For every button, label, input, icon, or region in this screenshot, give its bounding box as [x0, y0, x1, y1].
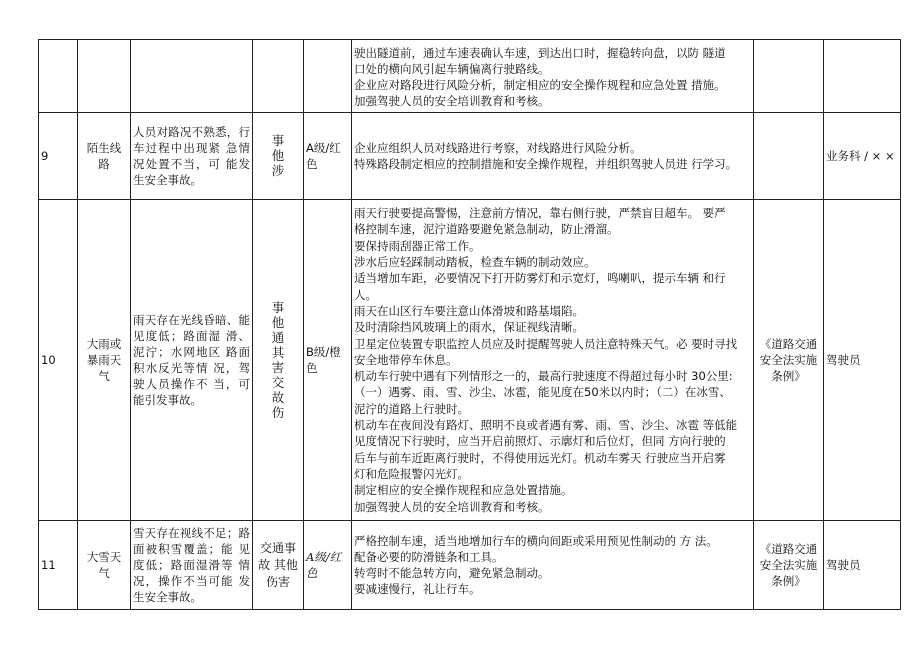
cell-resp: 驾驶员 [824, 521, 901, 610]
measure-line: 雨天行驶要提高警惕，注意前方情况，靠右侧行驶，严禁盲目超车。 要严 [354, 206, 726, 221]
accident-type: 交通事 故 其他 伤害 [258, 540, 298, 589]
cell-law: 《道路交通安全法实施条例》 [754, 200, 824, 521]
cell-accident [253, 521, 304, 610]
cell-measures [352, 40, 754, 113]
cell-accident [253, 40, 304, 113]
cell-desc: 雪天存在视线不足；路面被积雪覆盖；能 见度低；路面湿滑等 情况，操作不当可能 发生安全事故。 [131, 521, 253, 610]
measure-line: 机动车行驶中遇有下列情形之一的，最高行驶速度不得超过每小时 30公里: [354, 369, 733, 384]
cell-level: A级/红色 [304, 521, 352, 610]
measure-line: 灯和危险报警闪光灯。 [354, 466, 469, 481]
measure-line: 严格控制车速，适当地增加行车的横向间距或采用预见性制动的 方 法。 [354, 534, 718, 548]
measure-line: 见度情况下行驶时，应当开启前照灯、示廓灯和后位灯，但同 方向行驶的 [354, 434, 726, 449]
measure-line: 要保持雨刮器正常工作。 [354, 238, 481, 253]
cell-resp: 业务科 / × × [824, 113, 901, 200]
measure-line: 加强驾驶人员的安全培训教育和考核。 [354, 499, 550, 514]
measure-line: 企业应对路段进行风险分析，制定相应的安全操作规程和应急处置 措施。 [354, 78, 726, 92]
measure-line: 雨天在山区行车要注意山体滑坡和路基塌陷。 [354, 303, 584, 318]
table-row-11 [39, 521, 901, 610]
table-row-continued [39, 40, 901, 113]
accident-type: 事他通其害交故伤 [271, 299, 285, 420]
cell-accident [253, 113, 304, 200]
cell-desc [131, 40, 253, 113]
measure-line: 机动车在夜间没有路灯、照明不良或者遇有雾、雨、雪、沙尘、冰雹 等低能 [354, 418, 738, 433]
measure-line: 人。 [354, 287, 377, 302]
table-row-9 [39, 113, 901, 200]
cell-name: 陌生线 路 [78, 113, 131, 200]
measure-line: 特殊路段制定相应的控制措施和安全操作规程，并组织驾驶人员进 行学习。 [354, 157, 738, 171]
cell-law [754, 40, 824, 113]
cell-measures [352, 200, 754, 521]
cell-no [39, 40, 78, 113]
measure-line: 格控制车速，泥泞道路要避免紧急制动，防止滑溜。 [354, 222, 619, 237]
cell-no: 11 [39, 521, 78, 610]
measure-line: 卫星定位装置专职监控人员应及时提醒驾驶人员注意特殊天气。必 要时寻找 [354, 336, 738, 351]
table-row-10 [39, 200, 901, 521]
cell-measures [352, 521, 754, 610]
cell-resp: 驾驶员 [824, 200, 901, 521]
cell-level [304, 40, 352, 113]
cell-level: B级/橙色 [304, 200, 352, 521]
measure-line: 泥泞的道路上行驶时。 [354, 401, 469, 416]
measure-line: （一）遇雾、雨、雪、沙尘、冰雹，能见度在50米以内时；（二）在冰雪、 [354, 385, 731, 400]
cell-no: 10 [39, 200, 78, 521]
measure-line: 及时清除挡风玻璃上的雨水，保证视线清晰。 [354, 320, 584, 335]
measure-line: 驶出隧道前，通过车速表确认车速，到达出口时，握稳转向盘，以防 隧道 [354, 46, 726, 60]
measure-line: 安全地带停车休息。 [354, 352, 458, 367]
cell-desc: 雨天存在光线昏暗、能见度低；路面湿 滑、泥泞；水网地区 路面积水反光等情 况，驾驶人员操作不 当，可能引发事故。 [131, 200, 253, 521]
cell-law [754, 113, 824, 200]
measure-line: 口处的横向风引起车辆偏离行驶路线。 [354, 62, 550, 76]
measure-line: 后车与前车近距离行驶时，不得使用远光灯。机动车雾天 行驶应当开启雾 [354, 450, 726, 465]
cell-law: 《道路交通安全法实施条例》 [754, 521, 824, 610]
measure-line: 适当增加车距，必要情况下打开防雾灯和示宽灯，鸣喇叭，提示车辆 和行 [354, 271, 726, 286]
accident-type: 事他涉 [271, 133, 285, 178]
cell-measures [352, 113, 754, 200]
measure-line: 转弯时不能急转方向，避免紧急制动。 [354, 566, 550, 580]
cell-name [78, 40, 131, 113]
measure-line: 企业应组织人员对线路进行考察，对线路进行风险分析。 [354, 141, 642, 155]
risk-control-table [38, 39, 901, 610]
measure-line: 制定相应的安全操作规程和应急处置措施。 [354, 483, 573, 498]
cell-no: 9 [39, 113, 78, 200]
measure-line: 加强驾驶人员的安全培训教育和考核。 [354, 94, 550, 108]
cell-accident [253, 200, 304, 521]
cell-name: 大雨或 暴雨天 气 [78, 200, 131, 521]
measure-line: 要减速慢行，礼让行车。 [354, 582, 481, 596]
cell-level: A级/红色 [304, 113, 352, 200]
cell-desc: 人员对路况不熟悉，行车过程中出现紧 急情况处置不当，可 能发生安全事故。 [131, 113, 253, 200]
measure-line: 涉水后应轻踩制动踏板，检查车辆的制动效应。 [354, 255, 596, 270]
measure-line: 配备必要的防滑链条和工具。 [354, 550, 504, 564]
cell-name: 大雪天 气 [78, 521, 131, 610]
cell-resp [824, 40, 901, 113]
